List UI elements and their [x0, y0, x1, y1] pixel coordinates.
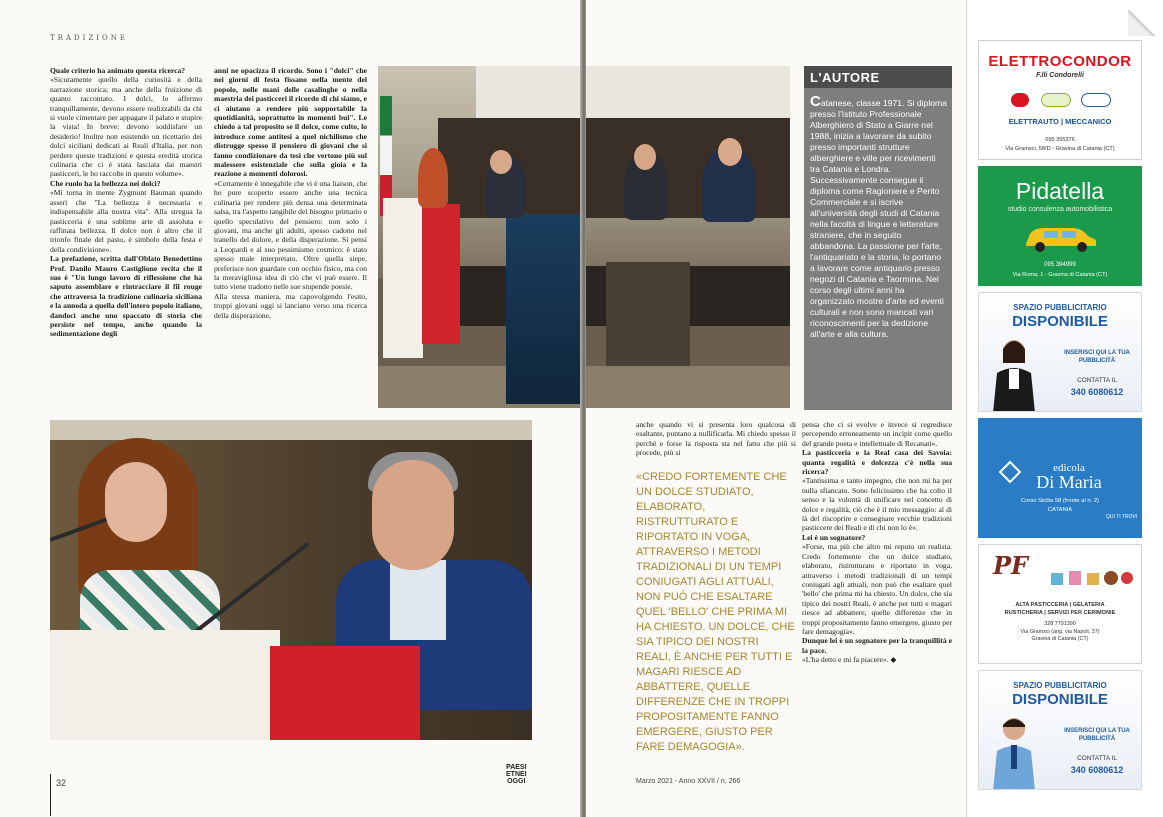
ad-space-2-phone: 340 6080612: [1070, 765, 1124, 775]
ad-dimaria-line1: edicola: [1053, 462, 1085, 474]
ad-space-1-phone: 340 6080612: [1070, 387, 1124, 397]
col1-paragraph: «Sicuramente quello della curiosità e della narrazione storica; ma anche della fruizione di quanto raccontato. I dolci, lo affermo tranquillamente, devono essere realizzabili da chi si vuole cimentare per appagare il palato e stupire la vista! In breve: devono soddisfare un desiderio! Inoltre non esistendo un ricettario dei dolci siciliani dedicati ai Reali d'Italia, per non perdere queste tradizioni e questa eredità storica culinaria che ci è stata lasciata dai maestri pasticceri, le ho raccolte in questo volume».: [50, 75, 202, 179]
ad-pf-pasticceria[interactable]: [978, 544, 1142, 664]
ad-dimaria-city: CATANIA: [1047, 507, 1073, 513]
conference-stage-photo: [378, 66, 582, 408]
section-kicker: TRADIZIONE: [50, 34, 128, 42]
lovato-logo-icon: [1081, 93, 1111, 107]
conference-stage-photo-right: [586, 66, 790, 408]
ad-pf-line2: RUSTICHERIA | SERVIZI PER CERIMONIE: [1004, 610, 1116, 616]
ad-pf-phone: 328 7791390: [1044, 621, 1076, 627]
ad-elettrocondor[interactable]: [978, 40, 1142, 160]
magazine-logo: [506, 764, 527, 785]
ad-elettrocondor-name: ELETTROCONDOR: [988, 53, 1132, 70]
ad-space-2-line2: DISPONIBILE: [1012, 691, 1108, 708]
ad-space-1-line3: INSERISCI QUI LA TUA PUBBLICITÀ: [1064, 350, 1130, 364]
article-column-3-top: anche quando vi si presenta loro qualcosa di esaltante, puntano a nullificarla. Mi chiedo spesso il perché e forse la risposta sta nel fatto che più si procede, più si: [636, 420, 796, 458]
man-figure-icon: [985, 711, 1043, 790]
page-number: 32: [56, 778, 67, 788]
page-rule: [50, 774, 51, 816]
ad-pidatella[interactable]: [978, 166, 1142, 286]
ad-space-2-line4: CONTATTA IL: [1077, 755, 1117, 762]
page-curl-icon[interactable]: [1128, 10, 1156, 36]
col4-question: Dunque lei è un sognatore per la tranquillità e la pace.: [802, 636, 952, 655]
cakes-icon: [1049, 567, 1135, 585]
issue-footer: Marzo 2021 - Anno XXVII / n. 266: [636, 778, 741, 785]
logo-line-2: ETNEI: [506, 771, 527, 778]
ad-edicola-di-maria[interactable]: [978, 418, 1142, 538]
ad-space-1-line1: SPAZIO PUBBLICITARIO: [1013, 303, 1107, 312]
ad-pidatella-phone: 095 394999: [1044, 262, 1076, 268]
pull-quote: «CREDO FORTEMENTE CHE UN DOLCE STUDIATO, ELABORATO, RISTRUTTURATO E RIPORTATO IN VOGA, ATTRAVERSO I METODI TRADIZIONALI DI UN TEMPI CONIUGATI AGLI ATTUALI, NON PUÒ CHE ESALTARE QUEL 'BELLO' CHE PRIMA MI HA CHIESTO. UN DOLCE, CHE SIA TIPICO DEI NOSTRI REALI, È ANCHE PER TUTTI E MAGARI RIESCE AD ABBATTERE, QUELLE DIFFERENZE CHE IN TROPPI PROPOSITAMENTE FANNO EMERGERE, GIUSTO PER FARE DEMAGOGIA».: [636, 471, 795, 753]
ad-space-available-1[interactable]: [978, 292, 1142, 412]
ad-space-1-line2: DISPONIBILE: [1012, 313, 1108, 330]
col1-question: La prefazione, scritta dall'Oblato Benedettino Prof. Danilo Mauro Castiglione recita che il suo è "Un lungo lavoro di riflessione che ha saputo assemblare e rintracciare il fil rouge che attraversa la tradizione culinaria siciliana e la annoda a quella dell'intero popolo italiano, dandoci anche uno spaccato di storia che persiste nel tempo, anche quando la sedimentazione degli: [50, 254, 202, 339]
author-bio-dropcap: C: [810, 93, 821, 110]
ad-dimaria-mark: QUI TI TROVI: [1106, 514, 1138, 520]
author-bio-text: atanese, classe 1971. Si diploma presso l'Istituto Professionale Alberghiero di Stato a Giarre nel 1988, inizia a lavorare da subito presso importanti strutture alberghiere e ville per ricevimenti tra Catania e Londra. Successivamente consegue il diploma come Ragioniere e Perito Commerciale e si iscrive all'università degli studi di Catania nella facoltà di lingue e letterature straniere, che in seguito abbandona. La passione per l'arte, l'antiquariato e la storia, lo portano a lavorare come antiquario presso negozi di Catania e Taormina. Nel corso degli ultimi anni ha organizzato mostre d'arte ed eventi culturali e non sono mancati vari riconoscimenti per la dedizione all'arte e alla cultura.: [810, 98, 947, 339]
col1-question: Che ruolo ha la bellezza nei dolci?: [50, 178, 161, 188]
col4-paragraph: «Forse, ma più che altro mi reputo un realista. Credo fortemente che un dolce studiato, elaborato, ristrutturato e riportato in voga, attraverso i metodi tradizionali di un tempi coniugati agli attuali, non può che esaltare quel 'bello' che prima mi ha chiesto. Un dolce, che sia tipico dei nostri Reali, è anche per tutti e magari riesce ad abbattere, quelle differenze che in troppi propositamente fanno emergere, giusto per fare demagogia».: [802, 542, 952, 636]
col4-paragraph: pensa che ci si evolve e invece si regredisce percependo erroneamente un incipit come quello del grande poeta e intellettuale di Recanati».: [802, 420, 952, 448]
col4-paragraph: «L'ha detto e mi fa piacere». ◆: [802, 655, 897, 665]
col1-paragraph: «Mi torna in mente Zygmunt Bauman quando asserì che "La bellezza è necessaria e indispensabile alla nostra vita". Alla stregua la pasticceria è una sublime arte di assoluta e raffinata bellezza. Il dolce non è altro che il trionfo finale del pasto, è simbolo della festa e della condivisione».: [50, 188, 202, 254]
ad-space-1-line4: CONTATTA IL: [1077, 377, 1117, 384]
article-column-2: [214, 66, 367, 410]
ad-space-2-line1: SPAZIO PUBBLICITARIO: [1013, 681, 1107, 690]
car-icon: [1020, 220, 1100, 254]
col4-paragraph: «Tantissima e tanto impegno, che non mi ha per nulla sfiancato. Sono felicissimo che ha colto il senso e la volontà di unificare nel concetto di dolce e regalità, ciò che è il mio messaggio: al di là del riscoprire e consegnare vecchie tradizioni pasticcere dei Reali e di chi non lo è».: [802, 476, 952, 533]
article-column-1: [50, 66, 202, 410]
ad-space-2-line3: INSERISCI QUI LA TUA PUBBLICITÀ: [1064, 728, 1130, 742]
col2-paragraph: Alla stessa maniera, ma capovolgendo l'esito, troppi giovani oggi si lanciano verso una ricerca della disperazione,: [214, 291, 367, 320]
col4-question: La pasticceria e la Real casa dei Savoia: quanta regalità e dolcezza c'è nella sua ricerca?: [802, 448, 952, 477]
brand-logos: [1011, 93, 1111, 109]
ad-dimaria-address: Corso Sicilia 58 (fronte al n. 2): [1021, 498, 1099, 504]
author-box: [804, 66, 952, 410]
ad-pf-address1: Via Gramsci (ang. via Napoli, 37): [1020, 629, 1100, 635]
ad-pf-services: [979, 601, 1141, 617]
ad-pf-address2: Gravina di Catania (CT): [1031, 636, 1089, 642]
logo-line-3: OGGI: [507, 778, 526, 785]
col4-question: Lei è un sognatore?: [802, 532, 866, 542]
speakers-photo: [50, 420, 532, 740]
col1-question: Quale criterio ha animato questa ricerca?: [50, 66, 186, 75]
ad-pf-address: [979, 629, 1141, 643]
col2-paragraph: «Certamente è innegabile che vi è una liaison, che ho pure scoperto essere anche una tecnica culinaria per rendere più densa una determinata salsa, tra l'aspetto tangibile del bisogno primario e quello speculativo del pensiero: non solo i giovani, ma anche gli adulti, spesso cadono nel tranello del dolore, e della disperazione. Si pensi a Leopardi e al suo pessimismo cosmico: è stato spesso male interpretato. Oltre quella siepe, preferisce non guardare con occhio fisico, ma con la meravigliosa idea di ciò che vi può essere. Il tutto viene tradotto nelle sue stupende poesie.: [214, 178, 367, 292]
ad-dimaria-line2: Di Maria: [1036, 472, 1102, 492]
right-page: [586, 0, 964, 817]
article-column-4: [802, 420, 952, 750]
author-bio: [810, 93, 948, 340]
autogas-logo-icon: [1041, 93, 1071, 107]
col2-question: anni ne opacizza il ricordo. Sono i "dolci" che nei giorni di festa fissano nella mente del popolo, nelle mani delle casalinghe o nella maestria dei pasticceri il ricordo di chi siamo, e ci aiutano a rendere più sopportabile la quotidianità, soprattutto in momenti bui". Le chiedo a tal proposito se il dolce, come culto, lo introduce come antitesi a quel nichilismo che distrugge spesso il pensiero di giovani che si fanno condizionare da tesi che vertono più sul malessere esistenziale che sulla gioia e la reazione a momenti dolorosi.: [214, 66, 367, 179]
ad-elettrocondor-sub: F.lli Condorelli: [1036, 72, 1084, 79]
ad-space-available-2[interactable]: [978, 670, 1142, 790]
logo-line-1: PAESI: [506, 764, 527, 771]
ad-pidatella-name: Pidatella: [1015, 178, 1105, 204]
ad-elettrocondor-phone: 095 395376: [1045, 137, 1075, 143]
ad-elettrocondor-services: ELETTRAUTO | MECCANICO: [1008, 117, 1112, 126]
ad-elettrocondor-address: Via Gramsci, 58/D - Gravina di Catania (CT): [1005, 146, 1115, 152]
woman-figure-icon: [985, 333, 1043, 412]
bosch-logo-icon: [1011, 93, 1029, 107]
pf-logo: PF: [993, 551, 1029, 580]
author-title: L'AUTORE: [804, 66, 952, 88]
ad-pf-line1: ALTA PASTICCERIA | GELATERIA: [1015, 602, 1105, 608]
ad-pidatella-address: Via Roma, 1 - Gravina di Catania (CT): [1012, 272, 1108, 278]
ad-pidatella-sub: studio consulenza automobilistica: [1007, 206, 1113, 213]
